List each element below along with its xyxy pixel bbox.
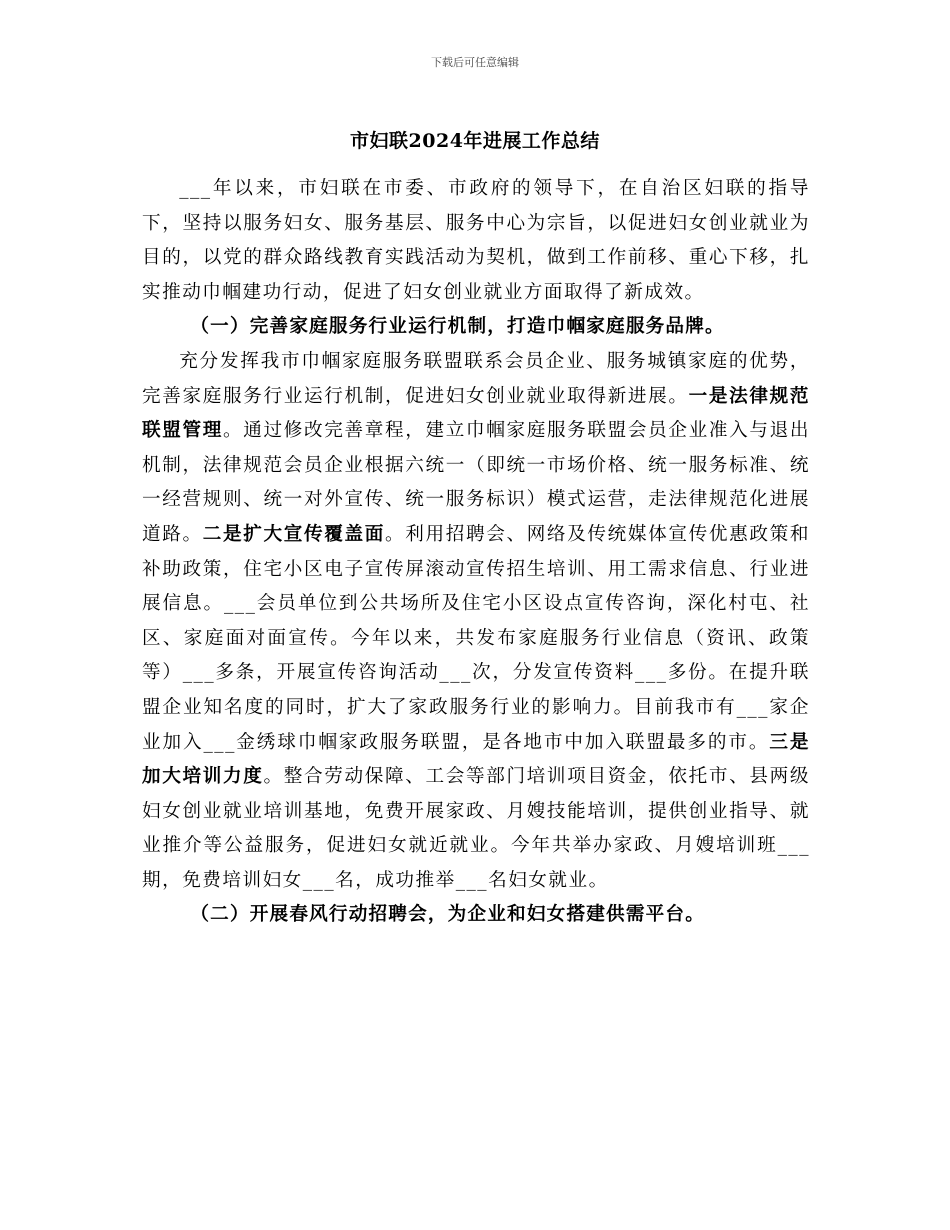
point-3-text: 。整合劳动保障、工会等部门培训项目资金，依托市、县两级妇女创业就业培训基地，免费开展家政、月嫂技能培训，提供创业指导、就业推介等公益服务，促进妇女就近就业。今年共举办家政、月嫂培训班___期，免费培训妇女___名，成功推举___名妇女就业。: [142, 766, 810, 891]
point-1-title: 一是法律规范联盟管理: [142, 385, 810, 442]
point-1-text: 。通过修改完善章程，建立巾帼家庭服务联盟会员企业准入与退出机制，法律规范会员企业根据六统一（即统一市场价格、统一服务标准、统一经营规则、统一对外宣传、统一服务标识）模式运营，走法律规范化进展道路。: [142, 420, 810, 545]
point-2-text: 。利用招聘会、网络及传统媒体宣传优惠政策和补助政策，住宅小区电子宣传屏滚动宣传招生培训、用工需求信息、行业进展信息。___会员单位到公共场所及住宅小区设点宣传咨询，深化村屯、社区、家庭面对面宣传。今年以来，共发布家庭服务行业信息（资讯、政策等）___多条，开展宣传咨询活动___次，分发宣传资料___多份。在提升联盟企业知名度的同时，扩大了家政服务行业的影响力。目前我市有___家企业加入___金绣球巾帼家政服务联盟，是各地市中加入联盟最多的市。: [142, 523, 810, 753]
point-3-title: 三是加大培训力度: [142, 731, 810, 788]
section-1-heading: （一）完善家庭服务行业运行机制，打造巾帼家庭服务品牌。: [190, 316, 725, 338]
document-title: 市妇联2024年进展工作总结: [350, 130, 600, 152]
section-2-heading: （二）开展春风行动招聘会，为企业和妇女搭建供需平台。: [190, 904, 705, 926]
point-2-title: 二是扩大宣传覆盖面: [202, 523, 385, 545]
intro-paragraph: ___年以来，市妇联在市委、市政府的领导下，在自治区妇联的指导下，坚持以服务妇女、服务基层、服务中心为宗旨，以促进妇女创业就业为目的，以党的群众路线教育实践活动为契机，做到工作前移、重心下移，扎实推动巾帼建功行动，促进了妇女创业就业方面取得了新成效。: [142, 178, 810, 303]
section-1-paragraph: [142, 345, 810, 899]
document-body: [142, 172, 810, 933]
section-1-lead: 充分发挥我市巾帼家庭服务联盟联系会员企业、服务城镇家庭的优势，完善家庭服务行业运行机制，促进妇女创业就业取得新进展。: [142, 350, 810, 407]
page-header-note: 下载后可任意编辑: [431, 56, 519, 69]
